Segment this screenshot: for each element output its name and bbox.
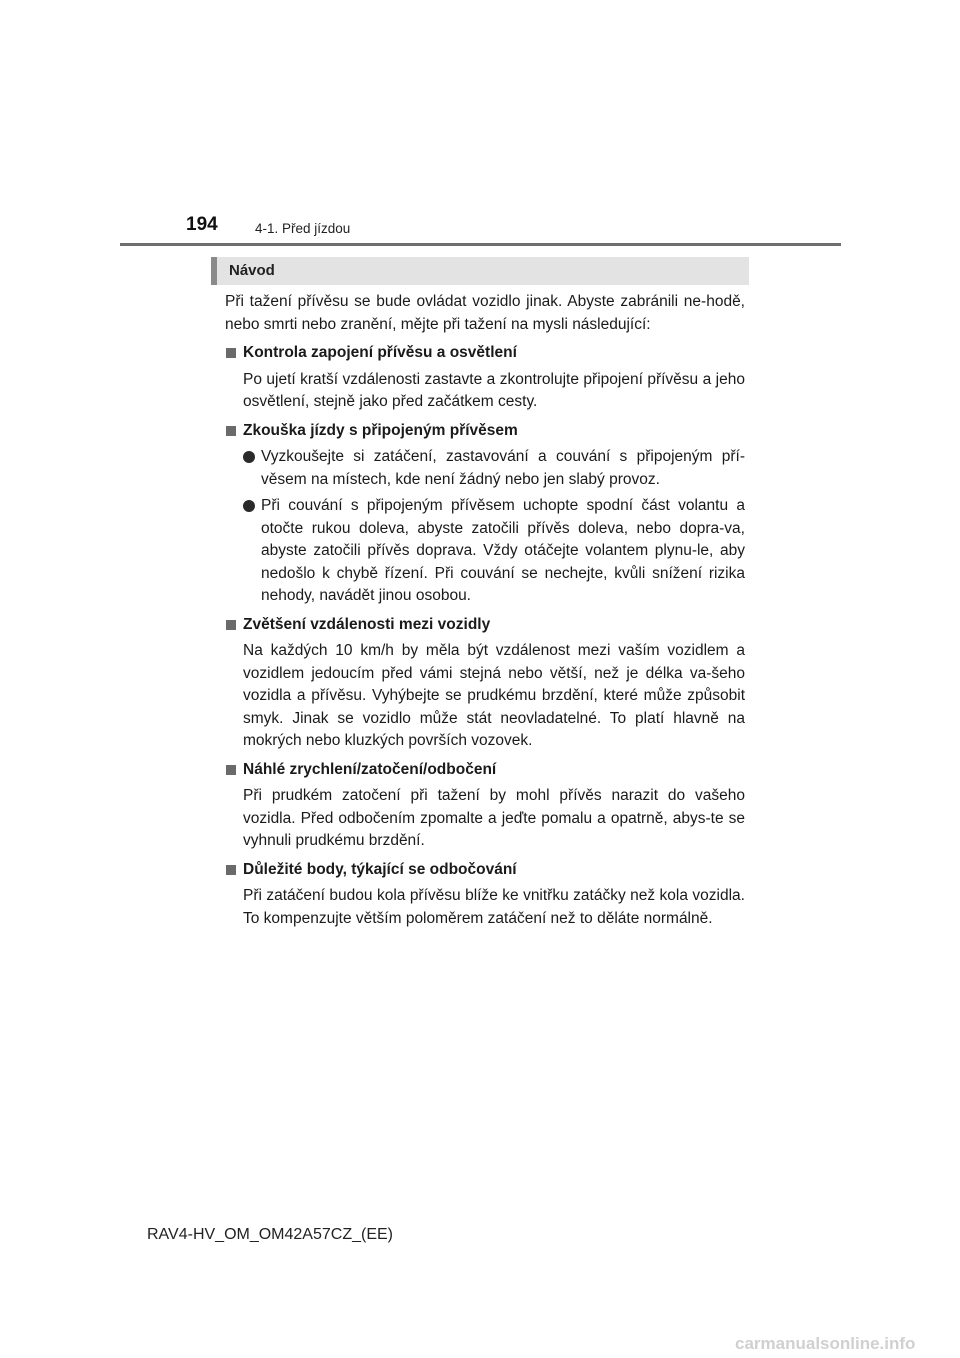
section-heading-text: Zvětšení vzdálenosti mezi vozidly [243, 615, 491, 633]
section-heading-text: Důležité body, týkající se odbočování [243, 860, 517, 878]
square-bullet-icon [226, 426, 236, 436]
section-heading-text: Náhlé zrychlení/zatočení/odbočení [243, 760, 497, 778]
square-bullet-icon [226, 348, 236, 358]
bullet-text: Při couvání s připojeným přívěsem uchopte spodní část volantu a otočte rukou doleva, abyste zatočili přívěs doleva, nebo dopra-va, abyste zatočili přívěs doprava. Vždy otáčejte volantem plynu-le, aby nedošlo k chybě řízení. Při couvání se nechejte, kvůli snížení rizika nehody, navádět jinou osobou. [261, 497, 745, 604]
section-heading-sudden-maneuvers [225, 759, 745, 782]
watermark: carmanualsonline.info [735, 1334, 916, 1353]
document-code: RAV4-HV_OM_OM42A57CZ_(EE) [147, 1226, 393, 1243]
bullet-item [225, 495, 745, 608]
square-bullet-icon [226, 620, 236, 630]
section-heading-connection-check [225, 342, 745, 365]
section-body-turning: Při zatáčení budou kola přívěsu blíže ke vnitřku zatáčky než kola vozidla. To kompenzujte větším poloměrem zatáčení než to děláte normálně. [243, 887, 745, 927]
section-heading-turning [225, 859, 745, 882]
square-bullet-icon [226, 765, 236, 775]
section-heading-distance [225, 614, 745, 637]
bullet-text: Vyzkoušejte si zatáčení, zastavování a couvání s připojeným pří-věsem na místech, kde není žádný nebo jen slabý provoz. [261, 448, 745, 488]
section-heading-test-drive [225, 420, 745, 443]
note-heading-bar [211, 257, 749, 285]
round-bullet-icon [243, 451, 255, 463]
section-body-sudden-maneuvers: Při prudkém zatočení při tažení by mohl přívěs narazit do vašeho vozidla. Před odbočením zpomalte a jeďte pomalu a opatrně, abys-te se vyhnuli prudkému brzdění. [243, 787, 745, 849]
section-heading-text: Zkouška jízdy s připojeným přívěsem [243, 421, 518, 439]
main-content [225, 291, 745, 934]
header-divider [120, 243, 841, 246]
bullet-item [225, 446, 745, 491]
square-bullet-icon [226, 865, 236, 875]
section-body-connection-check: Po ujetí kratší vzdálenosti zastavte a zkontrolujte připojení přívěsu a jeho osvětlení, stejně jako před začátkem cesty. [243, 370, 745, 410]
note-title: Návod [229, 262, 275, 279]
intro-paragraph: Při tažení přívěsu se bude ovládat vozidlo jinak. Abyste zabránili ne-hodě, nebo smrti nebo zranění, mějte při tažení na mysli následující: [225, 293, 745, 333]
section-body-distance: Na každých 10 km/h by měla být vzdálenost mezi vaším vozidlem a vozidlem jedoucím před vámi stejná nebo větší, než je délka va-šeho vozidla a přívěsu. Vyhýbejte se prudkému brzdění, které může způsobit smyk. Jinak se vozidlo může stát neovladatelné. To platí hlavně na mokrých nebo kluzkých površích vozovek. [243, 642, 745, 749]
section-heading-text: Kontrola zapojení přívěsu a osvětlení [243, 344, 517, 361]
section-label: 4-1. Před jízdou [255, 221, 351, 236]
page-number: 194 [186, 214, 218, 235]
round-bullet-icon [243, 500, 255, 512]
